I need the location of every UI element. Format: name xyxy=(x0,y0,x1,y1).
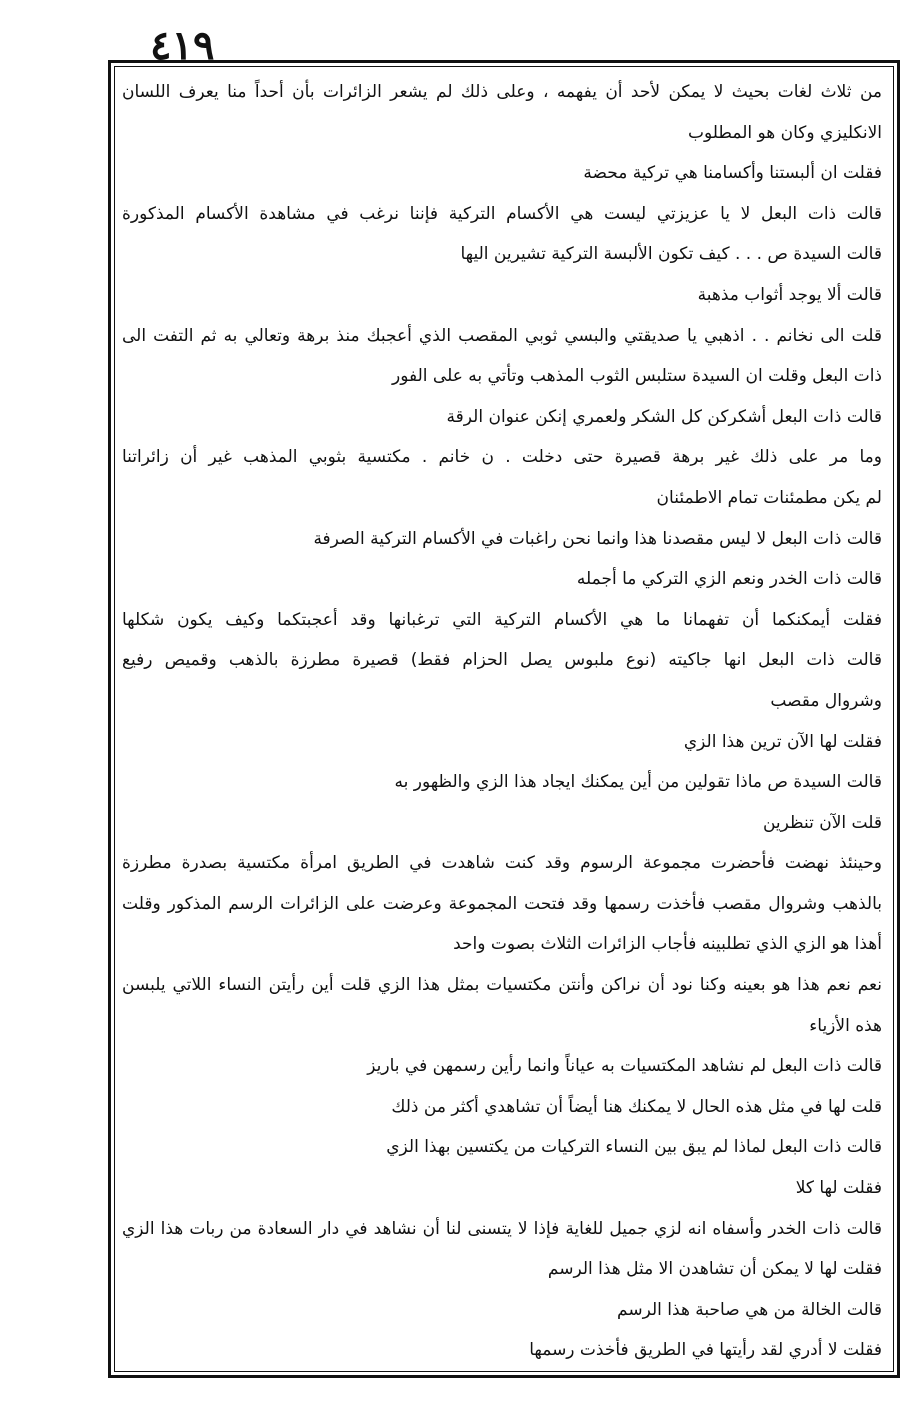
text-line: قالت ذات البعل أشكركن كل الشكر ولعمري إنكن عنوان الرقة xyxy=(446,406,882,427)
text-line: قالت ذات الخدر وأسفاه انه لزي جميل للغاية فإذا لا يتسنى لنا أن نشاهد في دار السعادة من ربات هذا الزي xyxy=(122,1218,882,1239)
text-line: قالت ذات البعل انها جاكيته (نوع ملبوس يصل الحزام فقط) قصيرة مطرزة بالذهب وقميص رفيع xyxy=(122,650,882,671)
page-number: ٤١٩ xyxy=(150,22,215,69)
text-line: نعم نعم هذا هو بعينه وكنا نود أن نراكن وأنتن مكتسيات بمثل هذا الزي قلت أين رأيتن النساء اللاتي يلبسن xyxy=(122,975,882,996)
text-line: لم يكن مطمئنات تمام الاطمئنان xyxy=(656,487,882,508)
text-line: قالت ذات البعل لماذا لم يبق بين النساء التركيات من يكتسين بهذا الزي xyxy=(386,1137,882,1158)
arabic-text-body xyxy=(122,72,886,1372)
text-line: وحينئذ نهضت فأحضرت مجموعة الرسوم وقد كنت شاهدت في الطريق امرأة مكتسية بصدرة مطرزة xyxy=(122,853,882,874)
text-line: قالت ذات الخدر ونعم الزي التركي ما أجمله xyxy=(576,569,882,590)
text-line: فقلت لها الآن ترين هذا الزي xyxy=(683,731,882,752)
text-line: قلت الى نخانم . . اذهبي يا صديقتي والبسي ثوبي المقصب الذي أعجبك منذ برهة وتعالي به ثم التفت الى xyxy=(122,325,882,346)
text-line: هذه الأزياء xyxy=(809,1015,882,1036)
text-line: قالت ذات البعل لم نشاهد المكتسيات به عياناً وانما رأين رسمهن في باريز xyxy=(367,1056,882,1077)
text-line: فقلت لا أدري لقد رأيتها في الطريق فأخذت رسمها xyxy=(529,1340,882,1361)
text-line: قلت الآن تنظرين xyxy=(762,812,882,833)
text-line: فقلت ان ألبستنا وأكسامنا هي تركية محضة xyxy=(583,163,882,184)
text-line: فقلت لها لا يمكن أن تشاهدن الا مثل هذا الرسم xyxy=(547,1259,882,1280)
text-line: أهذا هو الزي الذي تطلبينه فأجاب الزائرات الثلاث بصوت واحد xyxy=(453,934,882,955)
text-line: الانكليزي وكان هو المطلوب xyxy=(688,122,882,143)
text-line: قالت السيدة ص . . . كيف تكون الألبسة التركية تشيرين اليها xyxy=(460,244,882,265)
text-line: قالت الخالة من هي صاحبة هذا الرسم xyxy=(617,1299,882,1320)
text-line: بالذهب وشروال مقصب فأخذت رسمها وقد فتحت المجموعة وعرضت على الزائرات الرسم المذكور وقلت xyxy=(122,893,882,914)
text-line: فقلت لها كلا xyxy=(795,1178,882,1199)
text-line: قالت ألا يوجد أثواب مذهبة xyxy=(697,284,882,305)
text-line: قالت السيدة ص ماذا تقولين من أين يمكنك ايجاد هذا الزي والظهور به xyxy=(394,772,882,793)
text-line: من ثلاث لغات بحيث لا يمكن لأحد أن يفهمه ، وعلى ذلك لم يشعر الزائرات بأن أحداً منا يعرف اللسان xyxy=(122,82,882,102)
text-line: فقلت أيمكنكما أن تفهمانا ما هي الأكسام التركية التي ترغبانها وقد أعجبتكما وكيف يكون شكلها xyxy=(122,609,882,630)
text-line: وشروال مقصب xyxy=(770,690,882,711)
text-line: قالت ذات البعل لا يا عزيزتي ليست هي الأكسام التركية فإننا نرغب في مشاهدة الأكسام المذكورة xyxy=(122,203,882,224)
text-line: قلت لها في مثل هذه الحال لا يمكنك هنا أيضاً أن تشاهدي أكثر من ذلك xyxy=(391,1096,882,1117)
text-line: ذات البعل وقلت ان السيدة ستلبس الثوب المذهب وتأتي به على الفور xyxy=(392,366,882,387)
text-line: قالت ذات البعل لا ليس مقصدنا هذا وانما نحن راغبات في الأكسام التركية الصرفة xyxy=(313,528,882,549)
text-line: وما مر على ذلك غير برهة قصيرة حتى دخلت . ن خانم . مكتسية بثوبي المذهب غير أن زائراتنا xyxy=(122,447,882,468)
